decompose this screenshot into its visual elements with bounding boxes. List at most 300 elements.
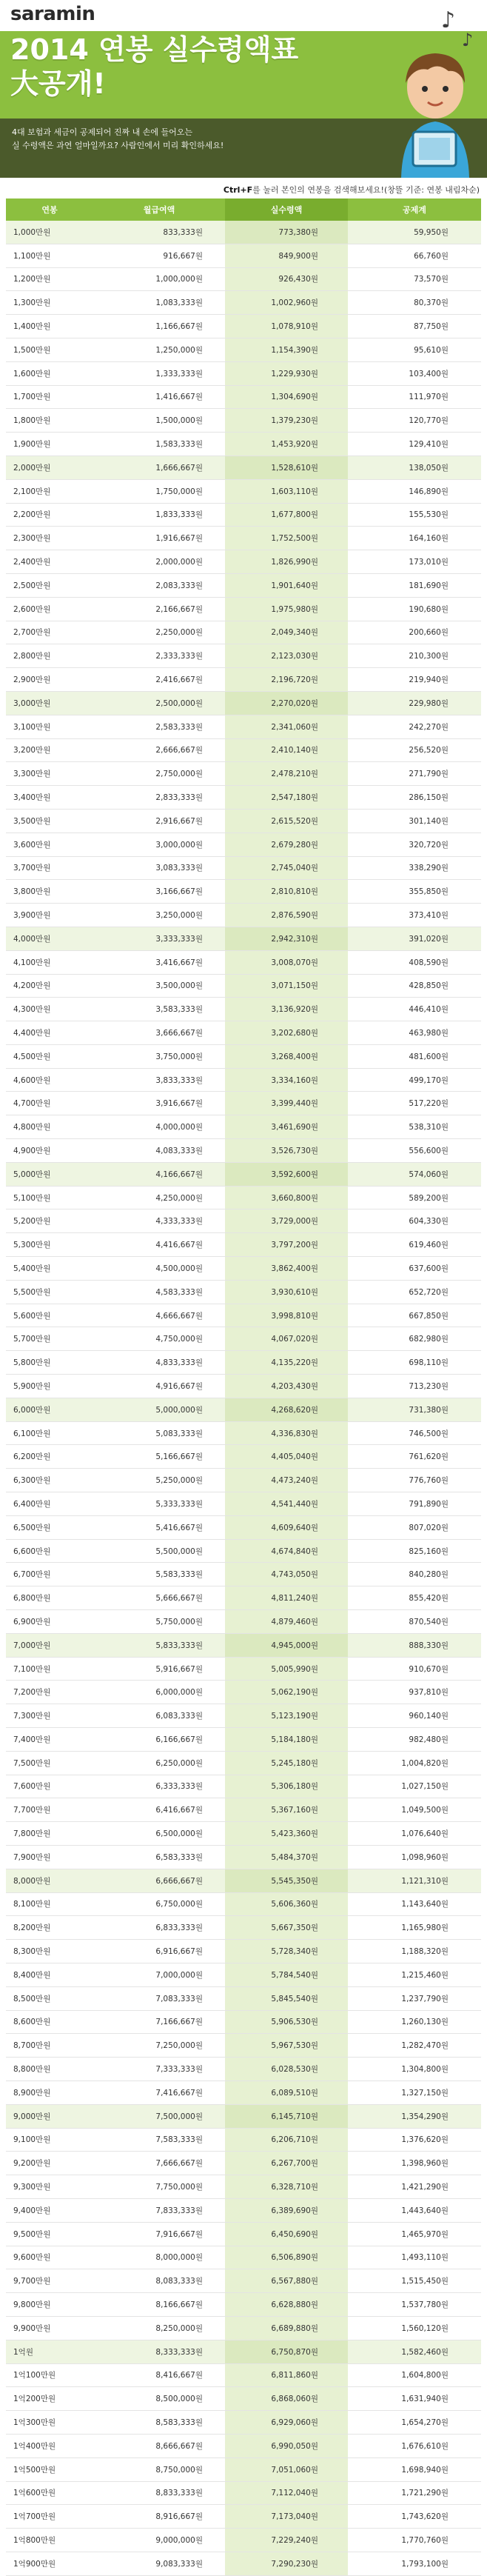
cell-deductions: 164,160원: [409, 534, 449, 544]
cell-monthly-pay: 2,916,667원: [155, 816, 203, 826]
cell-deductions: 960,140원: [409, 1712, 449, 1721]
cell-salary: 6,100만원: [13, 1429, 51, 1438]
table-row: [6, 1681, 481, 1704]
cell-deductions: 825,160원: [409, 1546, 449, 1556]
cell-deductions: 1,654,270원: [401, 2418, 449, 2427]
cell-net-pay: 926,430원: [225, 268, 348, 291]
cell-net-pay: 7,290,230원: [225, 2552, 348, 2575]
cell-monthly-pay: 8,083,333원: [155, 2277, 203, 2286]
cell-deductions: 155,530원: [409, 510, 449, 520]
cell-monthly-pay: 2,416,667원: [155, 675, 203, 685]
table-row: [6, 2246, 481, 2270]
table-row: [6, 951, 481, 975]
cell-salary: 9,600만원: [13, 2253, 51, 2263]
description-line-2: 실 수령액은 과연 얼마일까요? 사람인에서 미리 확인하세요!: [12, 141, 224, 150]
table-row: [6, 786, 481, 810]
cell-monthly-pay: 6,333,333원: [155, 1782, 203, 1792]
cell-net-pay: 7,229,240원: [225, 2529, 348, 2552]
cell-salary: 4,500만원: [13, 1052, 51, 1061]
cell-monthly-pay: 2,250,000원: [155, 628, 203, 638]
table-row: [6, 1752, 481, 1775]
cell-salary: 1,300만원: [13, 298, 51, 308]
table-row: [6, 244, 481, 268]
cell-monthly-pay: 3,166,667원: [155, 887, 203, 897]
cell-monthly-pay: 6,833,333원: [155, 1923, 203, 1933]
cell-net-pay: 6,328,710원: [225, 2175, 348, 2198]
cell-net-pay: 6,506,890원: [225, 2246, 348, 2269]
cell-net-pay: 1,304,690원: [225, 386, 348, 409]
cell-net-pay: 2,942,310원: [225, 927, 348, 950]
cell-deductions: 373,410원: [409, 911, 449, 920]
cell-net-pay: 5,484,370원: [225, 1846, 348, 1869]
cell-net-pay: 6,929,060원: [225, 2411, 348, 2434]
cell-monthly-pay: 9,000,000원: [155, 2535, 203, 2545]
cell-salary: 8,800만원: [13, 2065, 51, 2075]
cell-salary: 2,900만원: [13, 675, 51, 685]
table-header-row: [6, 198, 481, 221]
cell-monthly-pay: 3,250,000원: [155, 911, 203, 920]
cell-net-pay: 5,306,180원: [225, 1775, 348, 1798]
cell-salary: 7,900만원: [13, 1852, 51, 1862]
cell-deductions: 120,770원: [409, 416, 449, 426]
table-row: [6, 1563, 481, 1586]
table-row: [6, 550, 481, 574]
cell-deductions: 910,670원: [409, 1664, 449, 1674]
cell-salary: 2,700만원: [13, 628, 51, 638]
table-row: [6, 2435, 481, 2458]
cell-monthly-pay: 6,750,000원: [155, 1900, 203, 1909]
cell-salary: 2,100만원: [13, 487, 51, 496]
cell-deductions: 200,660원: [409, 628, 449, 638]
cell-monthly-pay: 7,916,667원: [155, 2229, 203, 2239]
cell-monthly-pay: 1,416,667원: [155, 393, 203, 402]
cell-deductions: 1,582,460원: [401, 2347, 449, 2357]
cell-deductions: 408,590원: [409, 958, 449, 967]
cell-deductions: 66,760원: [414, 251, 449, 261]
cell-monthly-pay: 5,083,333원: [155, 1429, 203, 1438]
cell-salary: 6,000만원: [13, 1405, 51, 1415]
cell-deductions: 111,970원: [409, 393, 449, 402]
music-note-icon: ♪: [462, 30, 474, 50]
table-row: [6, 621, 481, 645]
cell-monthly-pay: 5,583,333원: [155, 1570, 203, 1580]
table-row: [6, 1209, 481, 1233]
cell-deductions: 1,537,780원: [401, 2300, 449, 2310]
cell-salary: 6,300만원: [13, 1476, 51, 1486]
cell-net-pay: 5,545,350원: [225, 1869, 348, 1892]
cell-salary: 4,200만원: [13, 981, 51, 991]
table-row: [6, 1728, 481, 1752]
cell-net-pay: 2,270,020원: [225, 692, 348, 715]
cell-deductions: 1,188,320원: [401, 1947, 449, 1957]
cell-monthly-pay: 7,583,333원: [155, 2135, 203, 2145]
cell-deductions: 256,520원: [409, 746, 449, 755]
cell-net-pay: 5,906,530원: [225, 2011, 348, 2034]
cell-monthly-pay: 916,667원: [163, 251, 203, 261]
table-row: [6, 1469, 481, 1492]
table-row: [6, 1798, 481, 1822]
cell-net-pay: 2,341,060원: [225, 715, 348, 738]
cell-net-pay: 4,067,020원: [225, 1327, 348, 1350]
cell-net-pay: 7,051,060원: [225, 2458, 348, 2481]
kid-with-tablet-illustration: [385, 44, 481, 178]
hint-text: 를 눌러 본인의 연봉을 검색해보세요!(창뜰 기준: 연봉 내림차순): [252, 185, 480, 195]
cell-salary: 2,200만원: [13, 510, 51, 520]
cell-net-pay: 4,811,240원: [225, 1586, 348, 1609]
cell-monthly-pay: 3,333,333원: [155, 934, 203, 944]
cell-deductions: 746,500원: [409, 1429, 449, 1438]
search-hint: [0, 184, 480, 196]
cell-salary: 5,500만원: [13, 1287, 51, 1297]
cell-net-pay: 3,660,800원: [225, 1187, 348, 1209]
table-row: [6, 1704, 481, 1728]
cell-deductions: 138,050원: [409, 463, 449, 473]
cell-deductions: 1,260,130원: [401, 2018, 449, 2027]
cell-deductions: 463,980원: [409, 1028, 449, 1038]
cell-net-pay: 6,811,860원: [225, 2364, 348, 2387]
cell-salary: 4,700만원: [13, 1099, 51, 1109]
cell-net-pay: 3,592,600원: [225, 1163, 348, 1186]
cell-net-pay: 3,862,400원: [225, 1257, 348, 1280]
cell-net-pay: 5,367,160원: [225, 1798, 348, 1821]
cell-net-pay: 5,967,530원: [225, 2034, 348, 2057]
cell-net-pay: 3,136,920원: [225, 998, 348, 1021]
table-row: [6, 2340, 481, 2364]
cell-net-pay: 4,473,240원: [225, 1469, 348, 1492]
cell-net-pay: 4,336,830원: [225, 1422, 348, 1445]
table-row: [6, 1658, 481, 1681]
cell-monthly-pay: 5,166,667원: [155, 1452, 203, 1462]
cell-net-pay: 1,528,610원: [225, 456, 348, 479]
cell-net-pay: 1,901,640원: [225, 574, 348, 597]
table-row: [6, 1586, 481, 1610]
cell-salary: 3,900만원: [13, 911, 51, 920]
table-row: [6, 433, 481, 456]
cell-monthly-pay: 8,416,667원: [155, 2371, 203, 2380]
cell-salary: 1억600만원: [13, 2489, 56, 2498]
cell-salary: 5,100만원: [13, 1193, 51, 1203]
table-row: [6, 975, 481, 998]
cell-deductions: 1,604,800원: [401, 2371, 449, 2380]
table-row: [6, 644, 481, 668]
cell-deductions: 761,620원: [409, 1452, 449, 1462]
cell-net-pay: 4,135,220원: [225, 1351, 348, 1374]
cell-salary: 7,400만원: [13, 1735, 51, 1744]
cell-deductions: 1,743,620원: [401, 2512, 449, 2522]
table-row: [6, 1775, 481, 1799]
cell-monthly-pay: 3,916,667원: [155, 1099, 203, 1109]
cell-salary: 1,900만원: [13, 440, 51, 450]
table-row: [6, 810, 481, 833]
table-row: [6, 2552, 481, 2576]
table-row: [6, 1422, 481, 1446]
cell-net-pay: 5,728,340원: [225, 1940, 348, 1963]
cell-salary: 1억300만원: [13, 2418, 56, 2427]
cell-monthly-pay: 5,833,333원: [155, 1641, 203, 1650]
cell-monthly-pay: 1,833,333원: [155, 510, 203, 520]
cell-monthly-pay: 7,750,000원: [155, 2183, 203, 2192]
cell-monthly-pay: 8,916,667원: [155, 2512, 203, 2522]
table-row: [6, 1492, 481, 1516]
cell-salary: 3,600만원: [13, 840, 51, 850]
salary-table: [6, 198, 481, 2576]
cell-deductions: 698,110원: [409, 1358, 449, 1368]
cell-salary: 3,300만원: [13, 770, 51, 779]
cell-net-pay: 1,078,910원: [225, 315, 348, 338]
cell-deductions: 1,676,610원: [401, 2441, 449, 2451]
cell-salary: 5,700만원: [13, 1335, 51, 1344]
cell-monthly-pay: 1,750,000원: [155, 487, 203, 496]
cell-monthly-pay: 7,250,000원: [155, 2041, 203, 2051]
cell-net-pay: 6,628,880원: [225, 2293, 348, 2316]
cell-deductions: 1,560,120원: [401, 2323, 449, 2333]
cell-monthly-pay: 3,750,000원: [155, 1052, 203, 1061]
saramin-logo[interactable]: saramin: [10, 3, 95, 25]
cell-monthly-pay: 8,250,000원: [155, 2323, 203, 2333]
cell-monthly-pay: 5,333,333원: [155, 1499, 203, 1509]
cell-salary: 3,200만원: [13, 746, 51, 755]
table-row: [6, 1940, 481, 1963]
cell-monthly-pay: 6,583,333원: [155, 1852, 203, 1862]
cell-salary: 1,600만원: [13, 369, 51, 378]
cell-deductions: 652,720원: [409, 1287, 449, 1297]
cell-monthly-pay: 7,166,667원: [155, 2018, 203, 2027]
cell-net-pay: 5,423,360원: [225, 1822, 348, 1845]
cell-salary: 5,600만원: [13, 1311, 51, 1321]
cell-deductions: 937,810원: [409, 1688, 449, 1698]
table-row: [6, 692, 481, 715]
table-row: [6, 2505, 481, 2529]
cell-salary: 4,400만원: [13, 1028, 51, 1038]
cell-salary: 3,000만원: [13, 698, 51, 708]
cell-salary: 1억700만원: [13, 2512, 56, 2522]
cell-net-pay: 3,008,070원: [225, 951, 348, 974]
header-net-pay: 실수령액: [225, 198, 348, 221]
cell-monthly-pay: 2,750,000원: [155, 770, 203, 779]
cell-deductions: 1,165,980원: [401, 1923, 449, 1933]
header-monthly-pay: 월급여액: [143, 205, 175, 215]
cell-monthly-pay: 6,666,667원: [155, 1876, 203, 1886]
cell-net-pay: 1,826,990원: [225, 550, 348, 573]
table-row: [6, 2269, 481, 2293]
cell-net-pay: 6,267,700원: [225, 2152, 348, 2175]
cell-net-pay: 2,679,280원: [225, 833, 348, 856]
cell-salary: 1,700만원: [13, 393, 51, 402]
cell-monthly-pay: 7,833,333원: [155, 2206, 203, 2215]
table-row: [6, 409, 481, 433]
cell-salary: 1억400만원: [13, 2441, 56, 2451]
table-row: [6, 1257, 481, 1281]
cell-salary: 4,000만원: [13, 934, 51, 944]
table-row: [6, 2458, 481, 2482]
table-row: [6, 2387, 481, 2411]
cell-salary: 2,000만원: [13, 463, 51, 473]
table-row: [6, 2129, 481, 2152]
cell-net-pay: 6,145,710원: [225, 2105, 348, 2128]
cell-monthly-pay: 4,333,333원: [155, 1217, 203, 1227]
cell-salary: 9,300만원: [13, 2183, 51, 2192]
table-row: [6, 2317, 481, 2340]
cell-salary: 5,900만원: [13, 1381, 51, 1391]
cell-net-pay: 3,334,160원: [225, 1069, 348, 1092]
cell-monthly-pay: 2,000,000원: [155, 558, 203, 567]
cell-deductions: 499,170원: [409, 1075, 449, 1085]
cell-deductions: 173,010원: [409, 558, 449, 567]
cell-monthly-pay: 6,000,000원: [155, 1688, 203, 1698]
cell-monthly-pay: 1,250,000원: [155, 345, 203, 355]
cell-salary: 8,900만원: [13, 2088, 51, 2098]
cell-deductions: 1,631,940원: [401, 2395, 449, 2404]
cell-net-pay: 1,752,500원: [225, 527, 348, 550]
cell-deductions: 667,850원: [409, 1311, 449, 1321]
cell-monthly-pay: 8,166,667원: [155, 2300, 203, 2310]
cell-salary: 4,300만원: [13, 1005, 51, 1015]
cell-deductions: 242,270원: [409, 722, 449, 732]
cell-net-pay: 3,202,680원: [225, 1021, 348, 1044]
table-row: [6, 833, 481, 857]
cell-monthly-pay: 4,750,000원: [155, 1335, 203, 1344]
cell-deductions: 446,410원: [409, 1005, 449, 1015]
table-row: [6, 1304, 481, 1328]
table-row: [6, 2293, 481, 2317]
cell-salary: 1억900만원: [13, 2559, 56, 2569]
cell-monthly-pay: 833,333원: [163, 227, 203, 237]
cell-salary: 6,900만원: [13, 1617, 51, 1626]
cell-salary: 9,400만원: [13, 2206, 51, 2215]
cell-net-pay: 2,745,040원: [225, 857, 348, 880]
cell-salary: 2,800만원: [13, 652, 51, 661]
table-row: [6, 2011, 481, 2035]
cell-net-pay: 3,461,690원: [225, 1115, 348, 1138]
cell-net-pay: 3,930,610원: [225, 1281, 348, 1304]
cell-salary: 8,000만원: [13, 1876, 51, 1886]
cell-salary: 1억200만원: [13, 2395, 56, 2404]
cell-salary: 2,300만원: [13, 534, 51, 544]
cell-net-pay: 5,062,190원: [225, 1681, 348, 1704]
cell-deductions: 1,398,960원: [401, 2159, 449, 2169]
cell-monthly-pay: 8,000,000원: [155, 2253, 203, 2263]
cell-deductions: 1,027,150원: [401, 1782, 449, 1792]
cell-deductions: 229,980원: [409, 698, 449, 708]
cell-net-pay: 2,123,030원: [225, 644, 348, 667]
cell-monthly-pay: 6,166,667원: [155, 1735, 203, 1744]
cell-monthly-pay: 8,500,000원: [155, 2395, 203, 2404]
cell-salary: 1,100만원: [13, 251, 51, 261]
cell-salary: 6,200만원: [13, 1452, 51, 1462]
table-row: [6, 1375, 481, 1398]
cell-deductions: 870,540원: [409, 1617, 449, 1626]
table-row: [6, 2411, 481, 2435]
title-line-1: 2014 연봉 실수령액표: [10, 33, 299, 66]
table-row: [6, 1045, 481, 1069]
cell-salary: 2,400만원: [13, 558, 51, 567]
table-row: [6, 456, 481, 480]
cell-salary: 3,400만원: [13, 793, 51, 803]
table-row: [6, 1822, 481, 1846]
table-row: [6, 574, 481, 598]
cell-salary: 4,100만원: [13, 958, 51, 967]
cell-net-pay: 4,268,620원: [225, 1398, 348, 1421]
cell-salary: 8,600만원: [13, 2018, 51, 2027]
cell-monthly-pay: 7,666,667원: [155, 2159, 203, 2169]
cell-monthly-pay: 5,000,000원: [155, 1405, 203, 1415]
table-row: [6, 527, 481, 550]
cell-net-pay: 2,615,520원: [225, 810, 348, 832]
cell-net-pay: 6,689,880원: [225, 2317, 348, 2340]
cell-net-pay: 2,410,140원: [225, 739, 348, 762]
cell-net-pay: 2,049,340원: [225, 621, 348, 644]
table-row: [6, 2364, 481, 2388]
cell-monthly-pay: 5,500,000원: [155, 1546, 203, 1556]
music-note-icon: ♪: [441, 7, 456, 33]
cell-salary: 7,800만원: [13, 1829, 51, 1839]
cell-monthly-pay: 1,916,667원: [155, 534, 203, 544]
cell-net-pay: 5,184,180원: [225, 1728, 348, 1751]
cell-salary: 1,000만원: [13, 227, 51, 237]
table-row: [6, 598, 481, 621]
table-row: [6, 1398, 481, 1422]
cell-net-pay: 2,196,720원: [225, 668, 348, 691]
cell-monthly-pay: 1,500,000원: [155, 416, 203, 426]
cell-deductions: 301,140원: [409, 816, 449, 826]
description-line-1: 4대 보험과 세금이 공제되어 진짜 내 손에 들어오는: [12, 127, 192, 137]
cell-monthly-pay: 6,916,667원: [155, 1947, 203, 1957]
cell-salary: 4,800만원: [13, 1123, 51, 1132]
table-row: [6, 1115, 481, 1139]
header-salary: 연봉: [41, 205, 58, 215]
cell-deductions: 1,515,450원: [401, 2277, 449, 2286]
cell-net-pay: 1,603,110원: [225, 480, 348, 503]
cell-net-pay: 3,797,200원: [225, 1233, 348, 1256]
cell-monthly-pay: 7,083,333원: [155, 1994, 203, 2003]
cell-net-pay: 2,810,810원: [225, 880, 348, 903]
cell-deductions: 982,480원: [409, 1735, 449, 1744]
cell-net-pay: 5,123,190원: [225, 1704, 348, 1727]
cell-salary: 8,200만원: [13, 1923, 51, 1933]
banner: [0, 0, 487, 178]
cell-deductions: 807,020원: [409, 1523, 449, 1532]
cell-monthly-pay: 2,833,333원: [155, 793, 203, 803]
cell-monthly-pay: 2,166,667원: [155, 604, 203, 614]
cell-salary: 5,400만원: [13, 1264, 51, 1273]
cell-deductions: 1,121,310원: [401, 1876, 449, 1886]
cell-deductions: 840,280원: [409, 1570, 449, 1580]
cell-deductions: 682,980원: [409, 1335, 449, 1344]
cell-monthly-pay: 4,416,667원: [155, 1241, 203, 1250]
cell-deductions: 1,354,290원: [401, 2112, 449, 2121]
cell-deductions: 103,400원: [409, 369, 449, 378]
cell-net-pay: 4,405,040원: [225, 1445, 348, 1468]
cell-monthly-pay: 2,083,333원: [155, 581, 203, 590]
cell-monthly-pay: 1,333,333원: [155, 369, 203, 378]
cell-deductions: 517,220원: [409, 1099, 449, 1109]
table-row: [6, 1516, 481, 1540]
table-row: [6, 2482, 481, 2506]
cell-monthly-pay: 4,916,667원: [155, 1381, 203, 1391]
cell-salary: 3,700만원: [13, 864, 51, 873]
cell-monthly-pay: 1,666,667원: [155, 463, 203, 473]
table-row: [6, 1869, 481, 1893]
cell-salary: 9,100만원: [13, 2135, 51, 2145]
cell-deductions: 210,300원: [409, 652, 449, 661]
cell-deductions: 1,304,800원: [401, 2065, 449, 2075]
table-row: [6, 1069, 481, 1092]
cell-deductions: 1,215,460원: [401, 1970, 449, 1980]
cell-monthly-pay: 2,583,333원: [155, 722, 203, 732]
cell-deductions: 59,950원: [414, 227, 449, 237]
cell-deductions: 73,570원: [414, 275, 449, 284]
cell-deductions: 481,600원: [409, 1052, 449, 1061]
